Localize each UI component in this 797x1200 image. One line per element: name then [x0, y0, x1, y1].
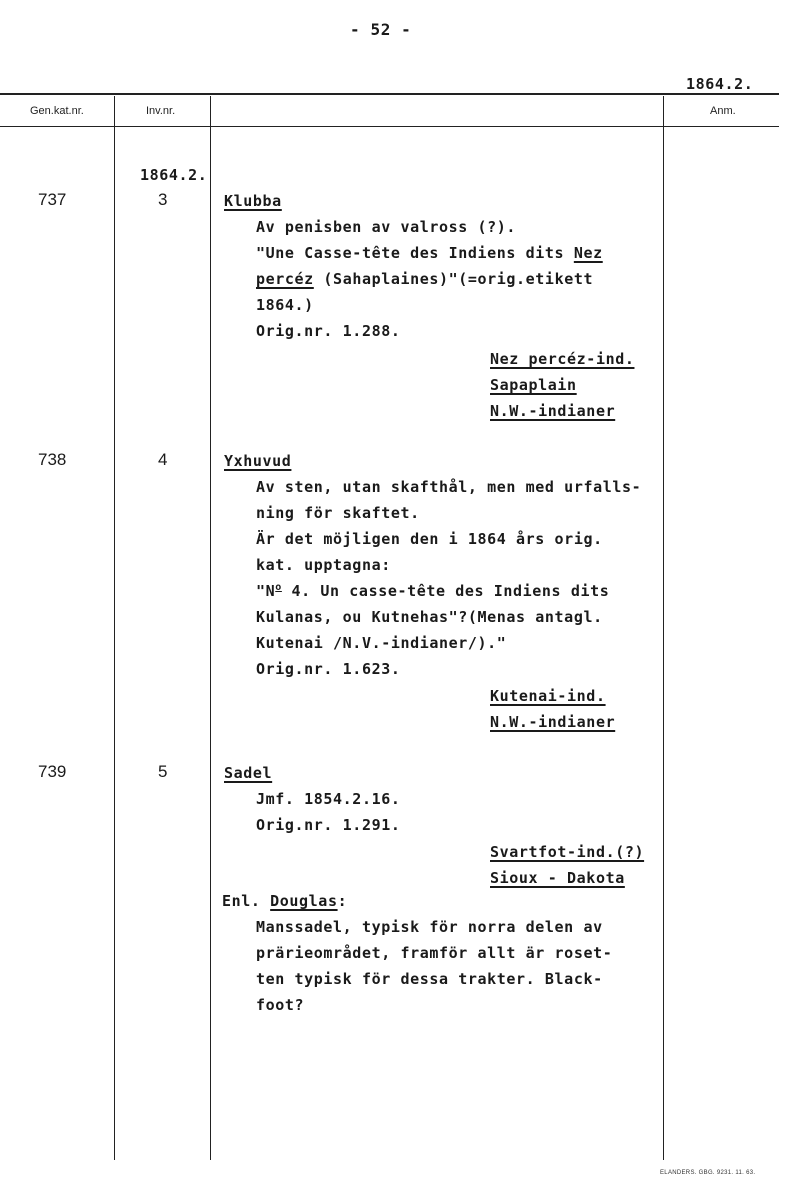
text-run: Orig.nr. 1.623. — [256, 660, 401, 678]
description-line — [256, 322, 400, 340]
description-line — [256, 504, 420, 522]
tag-text: Sioux - Dakota — [490, 869, 625, 887]
page-number: - 52 - — [350, 20, 412, 39]
column-divider-anm — [663, 96, 664, 1160]
gen-kat-number: 737 — [38, 190, 67, 209]
column-heading-inv: Inv.nr. — [146, 105, 176, 117]
description-line — [256, 608, 603, 626]
entry-title: Yxhuvud — [224, 452, 292, 470]
inv-number: 3 — [158, 190, 168, 209]
text-run: ning för skaftet. — [256, 504, 420, 522]
entry-title: Klubba — [224, 192, 282, 210]
text-run: (Sahaplaines)"(=orig.etikett — [313, 270, 594, 288]
description-line — [256, 582, 609, 600]
text-run: "Une Casse-tête des Indiens dits — [256, 244, 574, 262]
description-line — [256, 816, 400, 834]
note-line: prärieområdet, framför allt är roset- — [256, 944, 613, 962]
superscript: o — [275, 582, 282, 593]
text-run: Kutenai /N.V.-indianer/)." — [256, 634, 507, 652]
description-line — [256, 296, 314, 314]
tag-text: Sapaplain — [490, 376, 577, 394]
text-run: Orig.nr. 1.288. — [256, 322, 401, 340]
column-divider-gen — [114, 96, 115, 1160]
column-heading-anm: Anm. — [710, 105, 736, 117]
gen-kat-number: 739 — [38, 762, 67, 781]
underlined-term: Douglas — [270, 892, 338, 910]
text-run: Orig.nr. 1.291. — [256, 816, 401, 834]
description-line — [256, 790, 400, 808]
column-heading-gen: Gen.kat.nr. — [30, 105, 84, 117]
text-run: 1864.) — [256, 296, 314, 314]
text-run: Är det möjligen den i 1864 års orig. — [256, 530, 603, 548]
entry-title: Sadel — [224, 764, 273, 782]
text-run: "N — [256, 582, 276, 600]
note-line: Manssadel, typisk för norra delen av — [256, 918, 603, 936]
text-run: Enl. — [222, 892, 271, 910]
underlined-term: percéz — [256, 270, 314, 288]
tag-text: Kutenai-ind. — [490, 687, 606, 705]
tag-text: N.W.-indianer — [490, 713, 616, 731]
text-run: Av sten, utan skafthål, men med urfalls- — [256, 478, 642, 496]
top-rule — [0, 93, 779, 95]
description-line — [256, 244, 603, 262]
printer-footer: ELANDERS. GBG. 9231. 11. 63. — [660, 1170, 756, 1176]
batch-label: 1864.2. — [140, 166, 208, 184]
description-line — [256, 530, 603, 548]
gen-kat-number: 738 — [38, 450, 67, 469]
description-line — [256, 478, 641, 496]
underlined-term: Nez — [573, 244, 603, 262]
description-line — [256, 556, 391, 574]
classification-tag — [490, 843, 644, 861]
description-line — [256, 634, 506, 652]
text-run: kat. upptagna: — [256, 556, 391, 574]
note-line: foot? — [256, 996, 305, 1014]
note-line: ten typisk för dessa trakter. Black- — [256, 970, 603, 988]
text-run: Kulanas, ou Kutnehas"?(Menas antagl. — [256, 608, 603, 626]
year-header: 1864.2. — [686, 75, 754, 93]
classification-tag — [490, 687, 606, 705]
classification-tag — [490, 869, 625, 887]
text-run: Jmf. 1854.2.16. — [256, 790, 401, 808]
text-run: 4. Un casse-tête des Indiens dits — [281, 582, 610, 600]
inv-number: 4 — [158, 450, 168, 469]
description-line — [256, 660, 400, 678]
inv-number: 5 — [158, 762, 168, 781]
text-run: : — [337, 892, 348, 910]
description-line — [256, 270, 593, 288]
tag-text: Nez percéz-ind. — [490, 350, 635, 368]
classification-tag — [490, 402, 615, 420]
classification-tag — [490, 713, 615, 731]
tag-text: N.W.-indianer — [490, 402, 616, 420]
text-run: Av penisben av valross (?). — [256, 218, 517, 236]
note-intro — [222, 892, 347, 910]
classification-tag — [490, 376, 577, 394]
column-divider-inv — [210, 96, 211, 1160]
tag-text: Svartfot-ind.(?) — [490, 843, 645, 861]
description-line — [256, 218, 516, 236]
classification-tag — [490, 350, 634, 368]
